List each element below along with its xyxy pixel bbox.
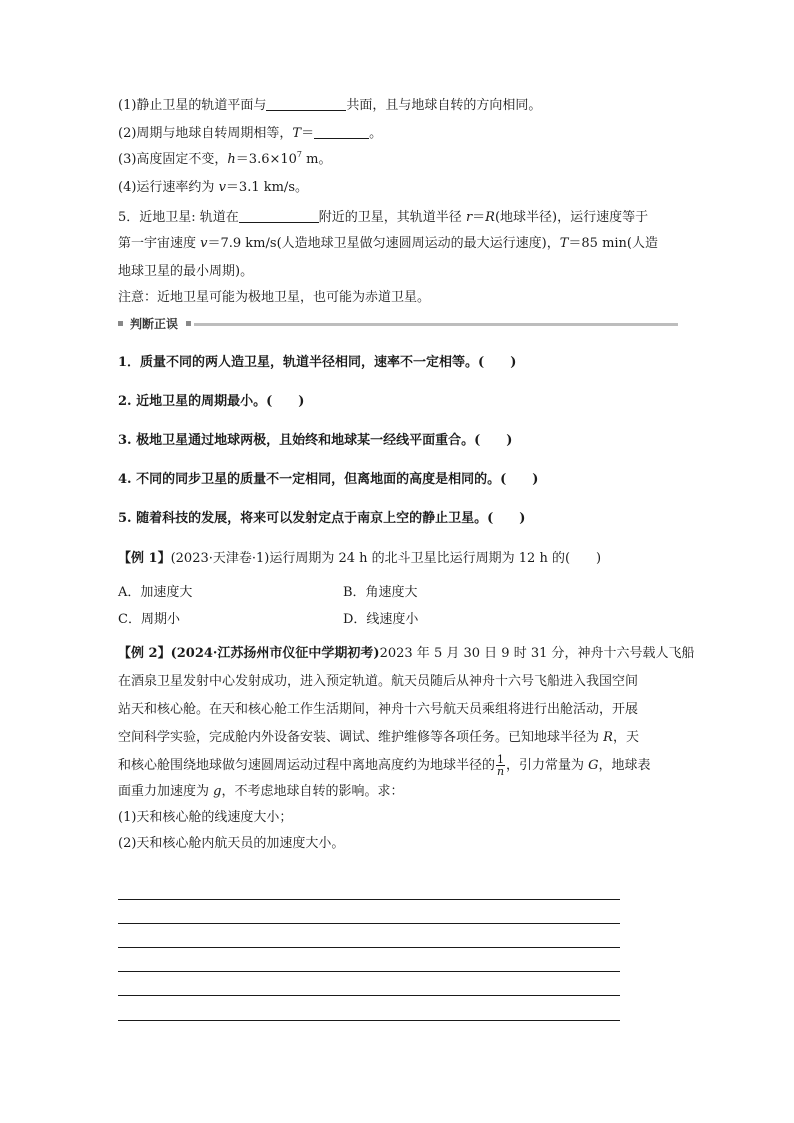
answer-line[interactable]	[118, 971, 620, 972]
point-3: (3)高度固定不变，$h=3.6\times 10^7$ m。	[118, 150, 332, 167]
section-header	[118, 318, 678, 332]
point-5-line-2: 第一宇宙速度 v＝7.9 km/s(人造地球卫星做匀速圆周运动的最大运行速度)，T＝85 min(人造	[118, 236, 658, 251]
option-a[interactable]: A．加速度大	[118, 585, 193, 600]
point-2: (2)周期与地球自转周期相等，T＝ 。	[118, 126, 383, 141]
example-2-line-3: 站天和核心舱。在天和核心舱工作生活期间，神舟十六号航天员乘组将进行出舱活动，开展	[118, 702, 639, 717]
question-2: (2)天和核心舱内航天员的加速度大小。	[118, 836, 345, 851]
answer-line[interactable]	[118, 995, 620, 996]
judge-item-4: 4. 不同的同步卫星的质量不一定相同，但离地面的高度是相同的。( )	[118, 472, 539, 487]
fill-blank[interactable]	[239, 208, 319, 223]
fill-blank[interactable]	[266, 96, 346, 111]
section-divider	[194, 323, 678, 326]
judge-item-3: 3. 极地卫星通过地球两极，且始终和地球某一经线平面重合。( )	[118, 433, 513, 448]
example-2-line-4: 空间科学实验，完成舱内外设备安装、调试、维护维修等各项任务。已知地球半径为 R，天	[118, 730, 639, 745]
point-4: (4)运行速率约为 v＝3.1 km/s。	[118, 180, 308, 195]
judge-item-2: 2. 近地卫星的周期最小。( )	[118, 394, 305, 409]
fraction: $\frac{1}{n}$	[496, 753, 505, 778]
example-2-line-6: 面重力加速度为 g，不考虑地球自转的影响。求：	[118, 784, 404, 799]
question-1: (1)天和核心舱的线速度大小；	[118, 810, 293, 825]
example-1-stem: 【例 1】(2023·天津卷·1)运行周期为 24 h 的北斗卫星比运行周期为 12 h 的( )	[118, 551, 602, 566]
section-title: 判断正误	[130, 317, 179, 331]
point-1: (1)静止卫星的轨道平面与 共面，且与地球自转的方向相同。	[118, 98, 542, 113]
example-2-line-2: 在酒泉卫星发射中心发射成功，进入预定轨道。航天员随后从神舟十六号飞船进入我国空间	[118, 674, 639, 689]
square-bullet-icon	[186, 321, 191, 326]
square-bullet-icon	[118, 321, 123, 326]
option-d[interactable]: D．线速度小	[343, 612, 419, 627]
judge-item-5: 5. 随着科技的发展，将来可以发射定点于南京上空的静止卫星。( )	[118, 511, 526, 526]
point-5-line-3: 地球卫星的最小周期)。	[118, 264, 254, 279]
option-b[interactable]: B．角速度大	[343, 585, 418, 600]
fill-blank[interactable]	[314, 124, 369, 139]
example-2-line-5: 和核心舱围绕地球做匀速圆周运动过程中离地高度约为地球半径的 $\frac{1}{n}$ ，引力常量为 G，地球表	[118, 753, 651, 778]
example-2-line-1: 【例 2】(2024·江苏扬州市仪征中学期初考)2023 年 5 月 30 日 9 时 31 分，神舟十六号载人飞船	[118, 646, 695, 661]
answer-line[interactable]	[118, 899, 620, 900]
answer-line[interactable]	[118, 923, 620, 924]
answer-line[interactable]	[118, 1020, 620, 1021]
answer-line[interactable]	[118, 947, 620, 948]
option-c[interactable]: C．周期小	[118, 612, 180, 627]
judge-item-1: 1．质量不同的两人造卫星，轨道半径相同，速率不一定相等。( )	[118, 355, 517, 370]
note: 注意：近地卫星可能为极地卫星，也可能为赤道卫星。	[118, 290, 431, 305]
point-5-line-1: 5．近地卫星: 轨道在 附近的卫星，其轨道半径 r＝R(地球半径)，运行速度等于	[118, 210, 649, 225]
